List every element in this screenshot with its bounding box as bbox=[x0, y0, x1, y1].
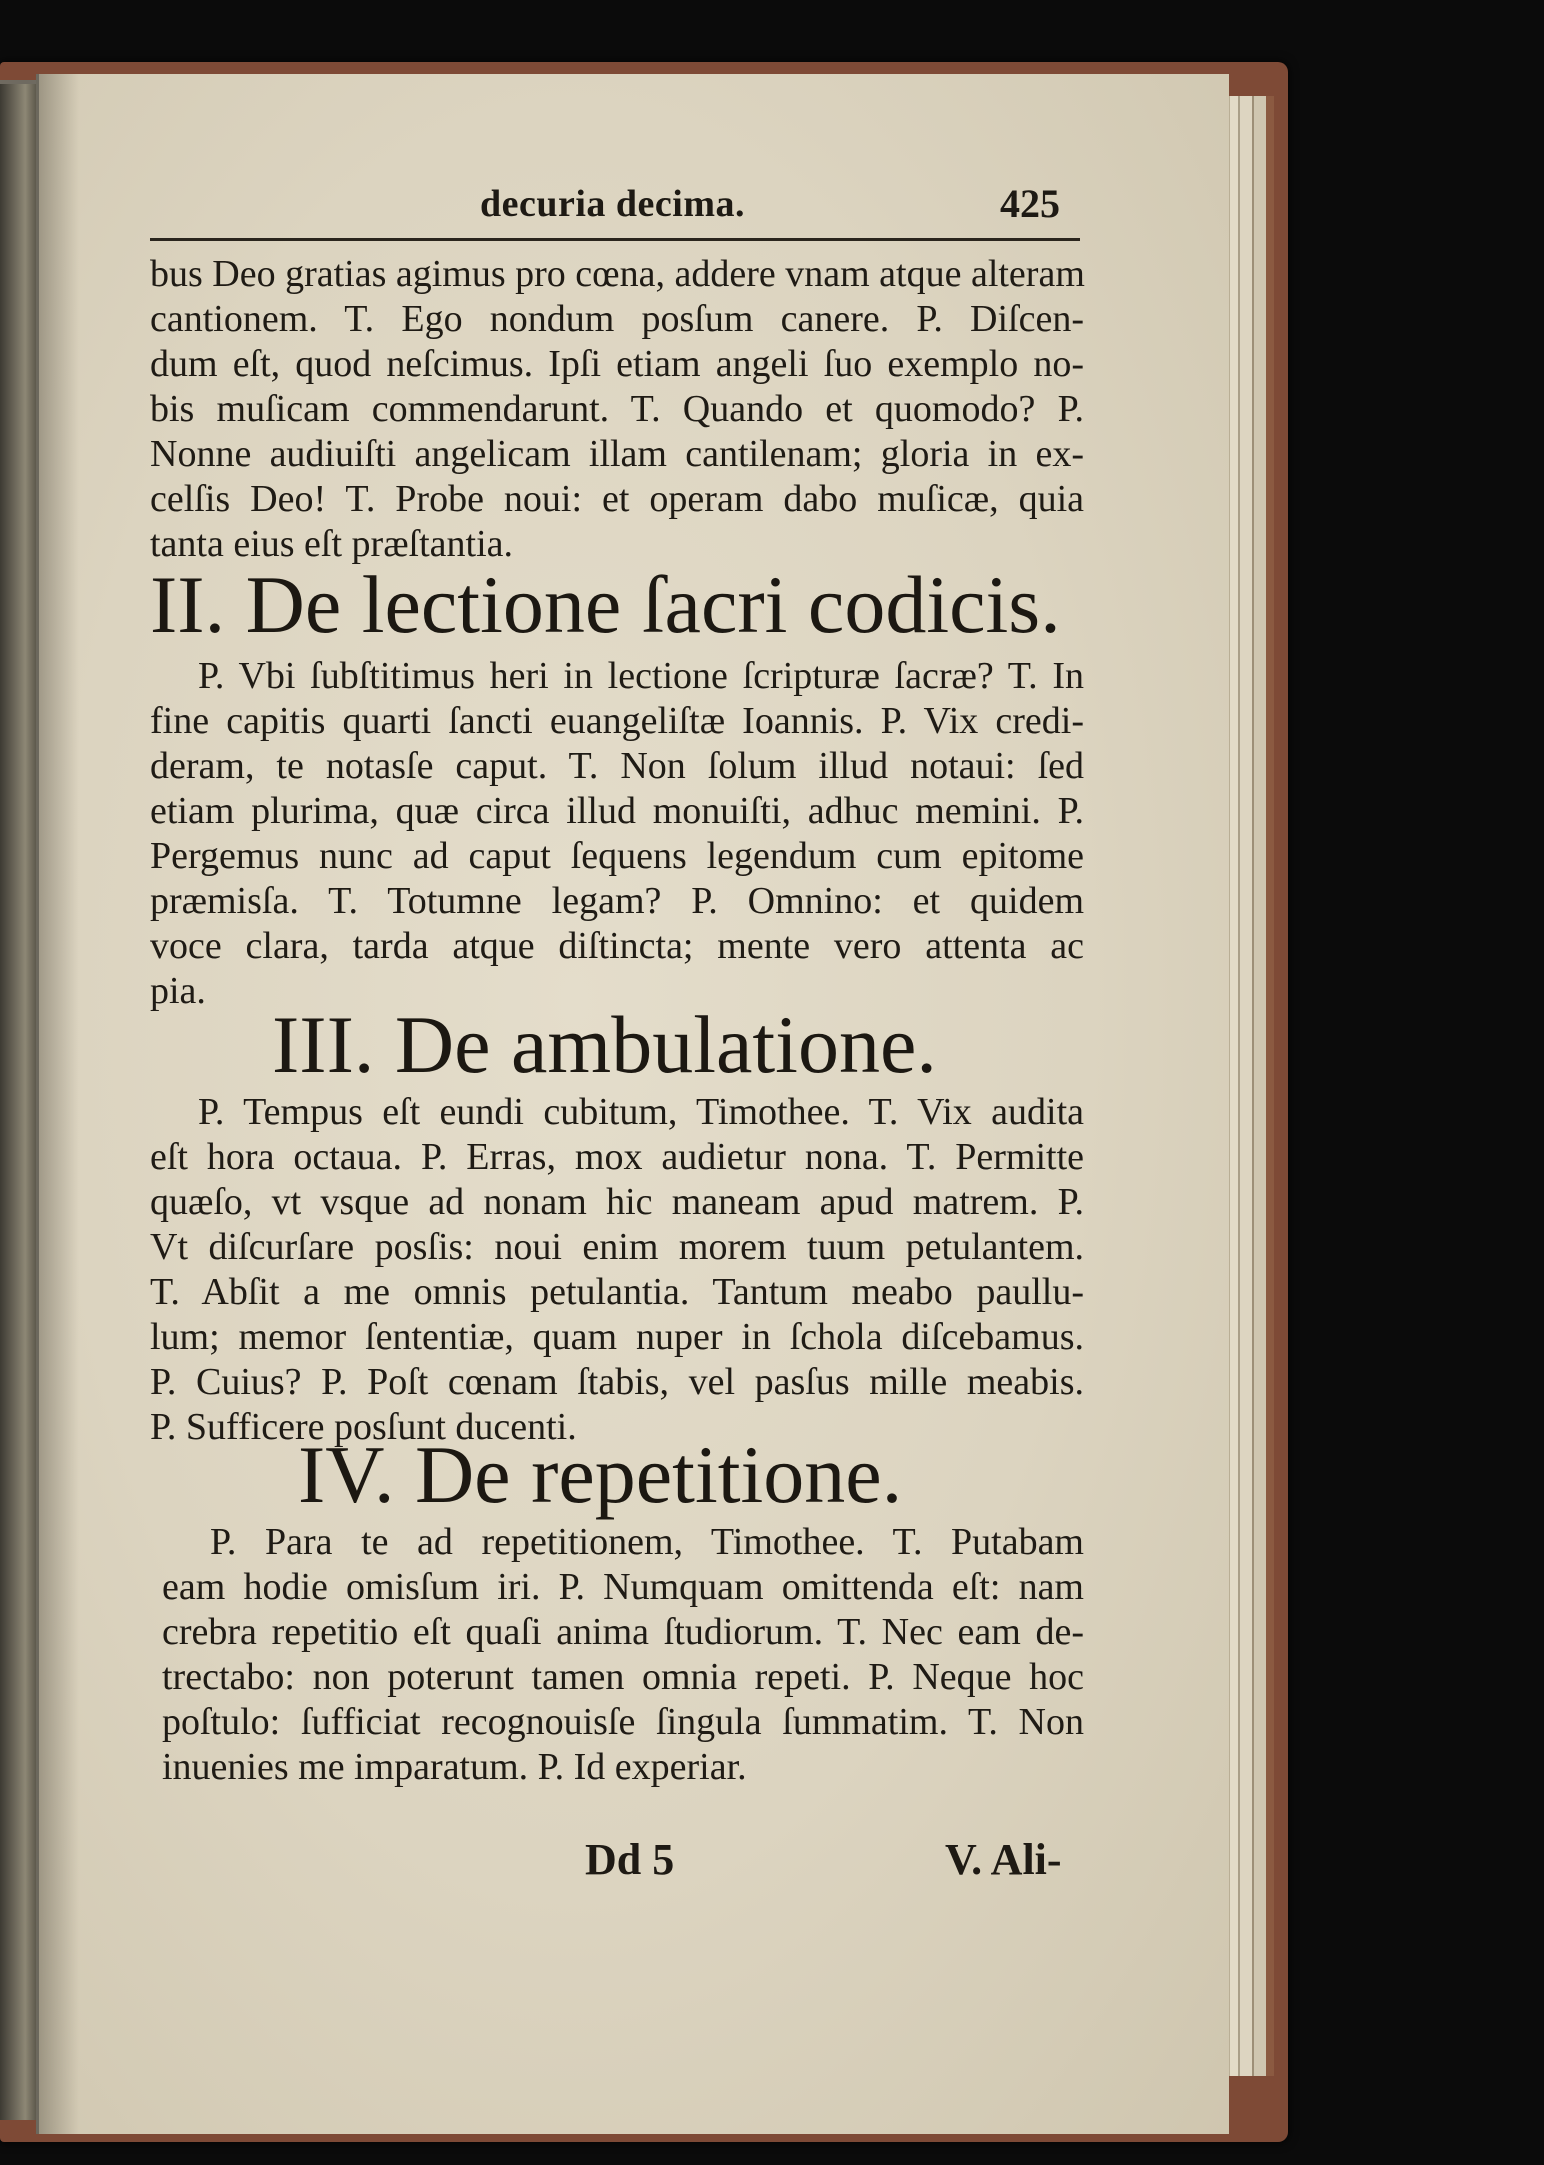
text-line: etiam plurima, quæ circa illud monuiſti, adhuc memini. P. bbox=[150, 790, 1084, 832]
catchword: V. Ali- bbox=[945, 1835, 1062, 1884]
text-line: P. Vbi ſubſtitimus heri in lectione ſcripturæ ſacræ? T. In bbox=[198, 655, 1084, 697]
section-lectione-paragraph bbox=[150, 654, 1084, 1014]
text-line: eam hodie omisſum iri. P. Numquam omittenda eſt: nam bbox=[162, 1566, 1084, 1608]
text-line: lum; memor ſententiæ, quam nuper in ſchola diſcebamus. bbox=[150, 1316, 1084, 1358]
text-line: præmisſa. T. Totumne legam? P. Omnino: et quidem bbox=[150, 880, 1084, 922]
text-line: cantionem. T. Ego nondum posſum canere. P. Diſcen- bbox=[150, 298, 1084, 340]
text-line: bus Deo gratias agimus pro cœna, addere vnam atque alteram bbox=[150, 253, 1085, 295]
text-line: trectabo: non poterunt tamen omnia repeti. P. Neque hoc bbox=[162, 1656, 1084, 1698]
text-line: dum eſt, quod neſcimus. Ipſi etiam angeli ſuo exemplo no- bbox=[150, 343, 1084, 385]
text-line: tanta eius eſt præſtantia. bbox=[150, 523, 514, 565]
text-line: poſtulo: ſufficiat recognouisſe ſingula ſummatim. T. Non bbox=[162, 1701, 1084, 1743]
page-block-edge bbox=[1222, 96, 1274, 2076]
text-line: fine capitis quarti ſancti euangeliſtæ Ioannis. P. Vix credi- bbox=[150, 700, 1084, 742]
text-line: celſis Deo! T. Probe noui: et operam dabo muſicæ, quia bbox=[150, 478, 1084, 520]
page-number: 425 bbox=[1000, 181, 1060, 226]
text-line: quæſo, vt vsque ad nonam hic maneam apud matrem. P. bbox=[150, 1181, 1084, 1223]
text-line: P. Tempus eſt eundi cubitum, Timothee. T. Vix audita bbox=[198, 1091, 1084, 1133]
signature-mark: Dd 5 bbox=[585, 1835, 675, 1884]
section-ambulatione-paragraph bbox=[150, 1090, 1084, 1450]
text-line: pia. bbox=[150, 970, 206, 1012]
text-line: Nonne audiuiſti angelicam illam cantilenam; gloria in ex- bbox=[150, 433, 1084, 475]
intro-paragraph bbox=[150, 252, 1084, 567]
text-line: Pergemus nunc ad caput ſequens legendum cum epitome bbox=[150, 835, 1084, 877]
text-line: inuenies me imparatum. P. Id experiar. bbox=[162, 1746, 747, 1788]
text-line: P. Sufficere posſunt ducenti. bbox=[150, 1406, 577, 1448]
section-heading-repetitione: IV. De repetitione. bbox=[298, 1429, 903, 1520]
text-line: eſt hora octaua. P. Erras, mox audietur nona. T. Permitte bbox=[150, 1136, 1084, 1178]
text-line: crebra repetitio eſt quaſi anima ſtudiorum. T. Nec eam de- bbox=[162, 1611, 1084, 1653]
text-line: P. Para te ad repetitionem, Timothee. T. Putabam bbox=[210, 1521, 1084, 1563]
section-heading-ambulatione: III. De ambulatione. bbox=[272, 999, 937, 1090]
text-line: T. Abſit a me omnis petulantia. Tantum meabo paullu- bbox=[150, 1271, 1084, 1313]
text-line: P. Cuius? P. Poſt cœnam ſtabis, vel pasſus mille meabis. bbox=[150, 1361, 1084, 1403]
text-line: voce clara, tarda atque diſtincta; mente vero attenta ac bbox=[150, 925, 1084, 967]
section-repetitione-paragraph bbox=[162, 1520, 1084, 1790]
header-rule bbox=[150, 238, 1080, 241]
facing-page-edge bbox=[0, 80, 36, 2120]
text-line: Vt diſcurſare posſis: noui enim morem tuum petulantem. bbox=[150, 1226, 1084, 1268]
text-line: bis muſicam commendarunt. T. Quando et quomodo? P. bbox=[150, 388, 1084, 430]
section-heading-lectione: II. De lectione ſacri codicis. bbox=[150, 559, 1061, 650]
text-line: deram, te notasſe caput. T. Non ſolum illud notaui: ſed bbox=[150, 745, 1084, 787]
running-head-title: decuria decima. bbox=[480, 183, 746, 225]
